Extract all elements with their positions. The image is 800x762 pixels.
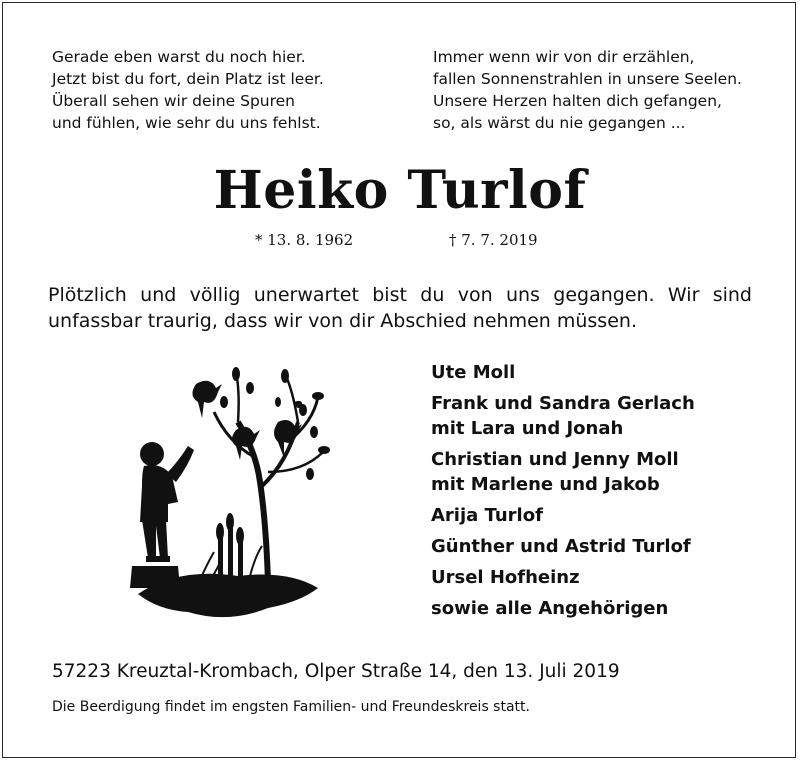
poem-line: und fühlen, wie sehr du uns fehlst. [52,114,321,132]
mourner-line: Ursel Hofheinz [431,567,580,588]
birth-date: * 13. 8. 1962 [255,231,354,249]
mourner-entry [431,565,695,590]
mourning-message: Plötzlich und völlig unerwartet bist du von uns gegangen. Wir sind unfassbar traurig, dass wir von dir Abschied nehmen müssen. [48,284,752,332]
poem-line: Gerade eben warst du noch hier. [52,48,306,66]
mourner-entry [431,596,695,621]
mourner-line: mit Marlene und Jakob [431,474,660,495]
mourner-line: Frank und Sandra Gerlach [431,393,695,414]
poem-line: Unsere Herzen halten dich gefangen, [433,92,722,110]
mourners-list [431,360,695,627]
mourner-line: sowie alle Angehörigen [431,598,669,619]
poem-left [52,46,324,134]
poem-line: Immer wenn wir von dir erzählen, [433,48,695,66]
mourner-entry [431,391,695,441]
mourner-entry [431,447,695,497]
poem-line: Überall sehen wir deine Spuren [52,92,295,110]
poem-line: so, als wärst du nie gegangen ... [433,114,686,132]
funeral-note: Die Beerdigung findet im engsten Familien- und Freundeskreis statt. [52,699,530,715]
mourner-line: Günther und Astrid Turlof [431,536,691,557]
child-with-tree-and-birds-silhouette-icon [118,362,340,630]
mourner-entry [431,503,695,528]
deceased-name: Heiko Turlof [213,160,587,221]
mourner-line: Christian und Jenny Moll [431,449,679,470]
mourner-line: Arija Turlof [431,505,543,526]
poem-line: fallen Sonnenstrahlen in unsere Seelen. [433,70,742,88]
poem-line: Jetzt bist du fort, dein Platz ist leer. [52,70,324,88]
mourner-entry [431,534,695,559]
mourner-entry [431,360,695,385]
mourner-line: mit Lara und Jonah [431,418,624,439]
poem-right [433,46,742,134]
mourner-line: Ute Moll [431,362,516,383]
death-date: † 7. 7. 2019 [449,231,538,249]
place-and-date: 57223 Kreuztal-Krombach, Olper Straße 14, den 13. Juli 2019 [52,661,620,682]
